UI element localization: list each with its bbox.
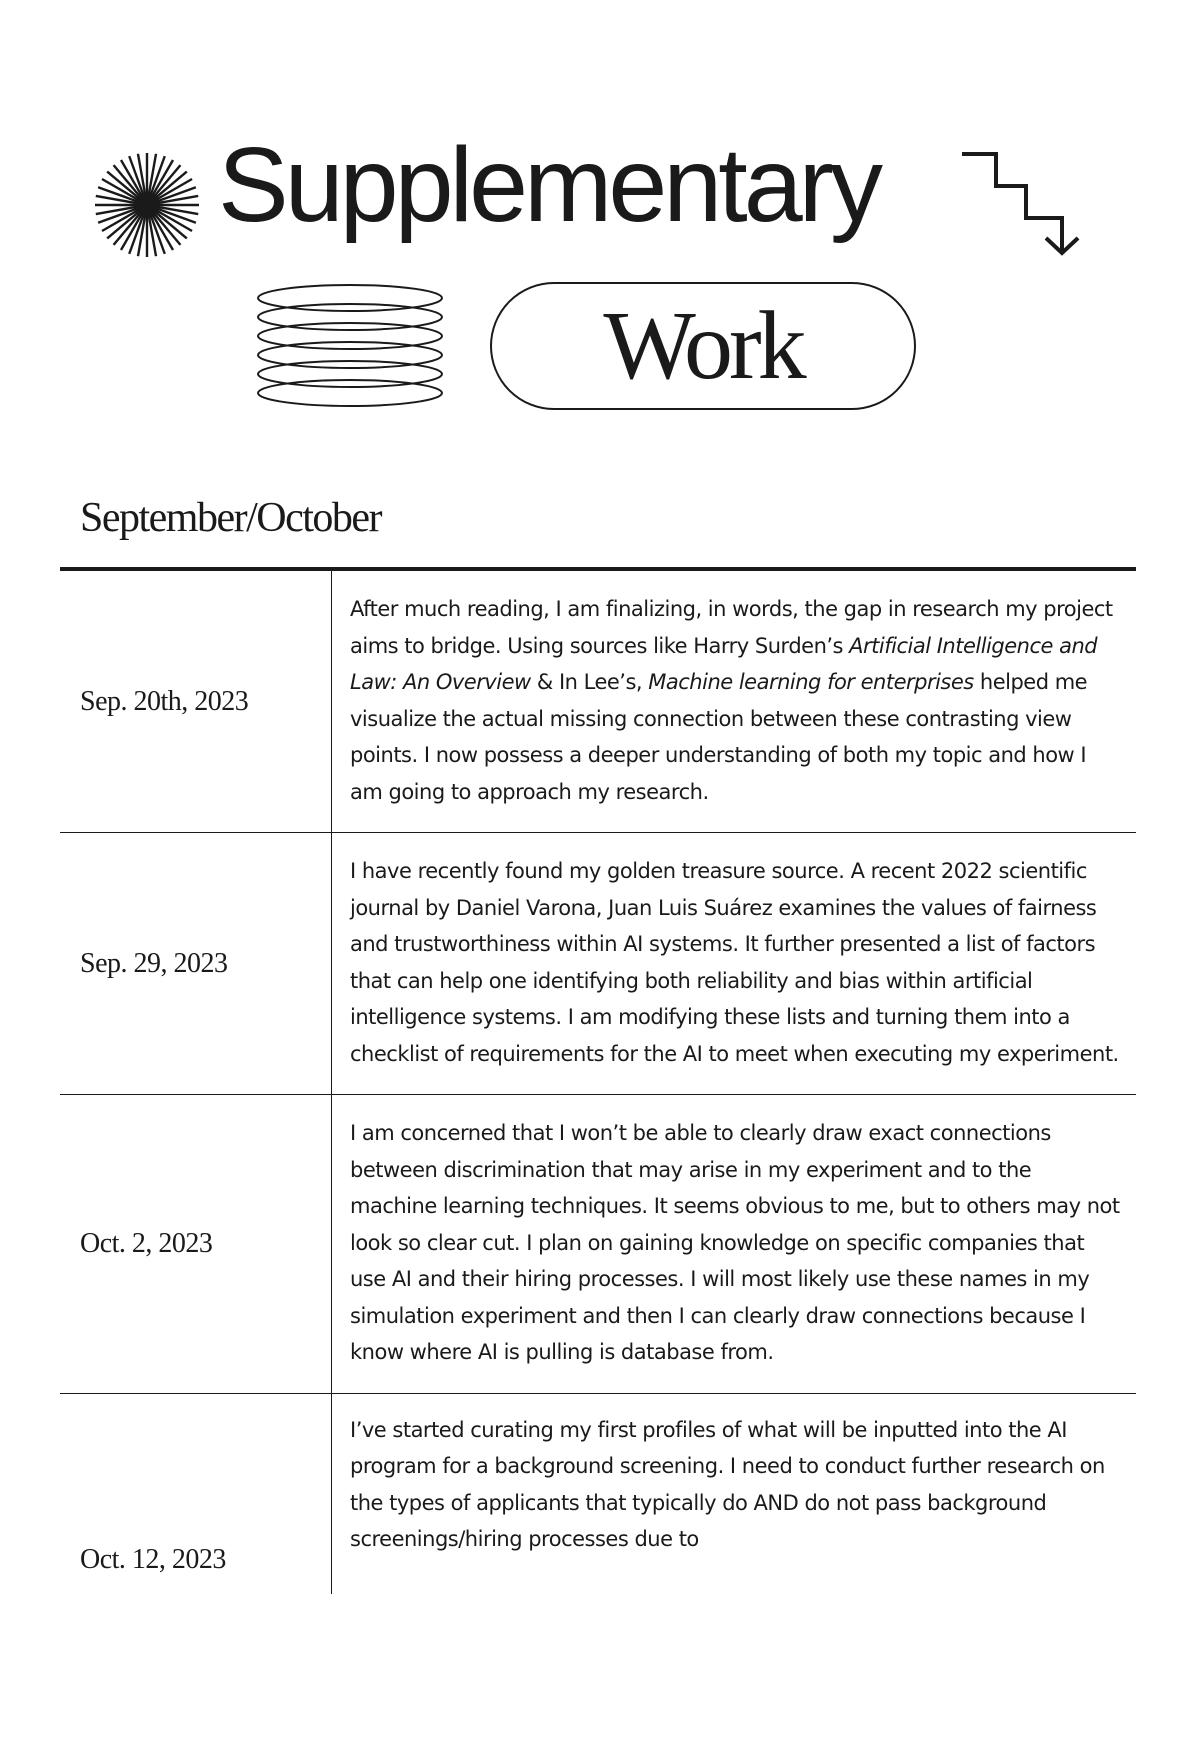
entry-text-run: I am concerned that I won’t be able to clearly draw exact connections between discrimination that may arise in my experiment and to the machine learning techniques. It seems obvious to me, but to others may not look so clear cut. I plan on gaining knowledge on specific companies that use AI and their hiring processes. I will most likely use these names in my simulation experiment and then I can clearly draw connections because I know where AI is pulling is database from. [350, 1121, 1120, 1364]
coil-icon [250, 282, 450, 412]
title-work: Work [603, 292, 803, 400]
entry-date: Oct. 2, 2023 [80, 1227, 213, 1259]
entry-text-run: helped me visualize the actual missing connection between these contrasting view points. I now possess a deeper understanding of both my topic and how I am going to approach my research. [350, 670, 1088, 804]
entry-date: Sep. 20th, 2023 [80, 685, 249, 717]
stairs-arrow-icon [958, 148, 1090, 258]
entry-date: Sep. 29, 2023 [80, 947, 228, 979]
entry-date-cell [60, 571, 332, 832]
entry-text [332, 1095, 1136, 1393]
title-supplementary: Supplementary [218, 126, 879, 244]
section-heading: September/October [80, 495, 382, 541]
entry-text-run: After much reading, I am finalizing, in words, the gap in research my project aims to bridge. Using sources like Harry Surden’s [350, 597, 1113, 658]
starburst-icon [92, 150, 202, 260]
entry-text-italic: Machine learning for enterprises [648, 670, 974, 694]
entry-date-cell [60, 1394, 332, 1594]
title-pill [490, 282, 916, 410]
page-header [0, 0, 1200, 440]
entry-text-run: & In Lee’s, [530, 670, 649, 694]
journal-entry [60, 571, 1136, 833]
entry-date: Oct. 12, 2023 [80, 1543, 226, 1575]
entry-text [332, 833, 1136, 1094]
journal-entry [60, 1394, 1136, 1594]
entry-text-run: I have recently found my golden treasure source. A recent 2022 scientific journal by Daniel Varona, Juan Luis Suárez examines the values of fairness and trustworthiness within AI systems. It further presented a list of factors that can help one identifying both reliability and bias within artificial intelligence systems. I am modifying these lists and turning them into a checklist of requirements for the AI to meet when executing my experiment. [350, 859, 1119, 1066]
entry-text [332, 1394, 1136, 1594]
journal-entry [60, 833, 1136, 1095]
journal-entry [60, 1095, 1136, 1394]
entry-text-italic: Artificial Intelligence and Law: An Overview [350, 633, 1098, 694]
entry-text-run: I’ve started curating my first profiles of what will be inputted into the AI program for a background screening. I need to conduct further research on the types of applicants that typically do AND do not pass background screenings/hiring processes due to [350, 1417, 1105, 1551]
journal-table [60, 571, 1136, 1594]
entry-date-cell [60, 833, 332, 1094]
entry-text [332, 571, 1136, 832]
entry-date-cell [60, 1095, 332, 1393]
